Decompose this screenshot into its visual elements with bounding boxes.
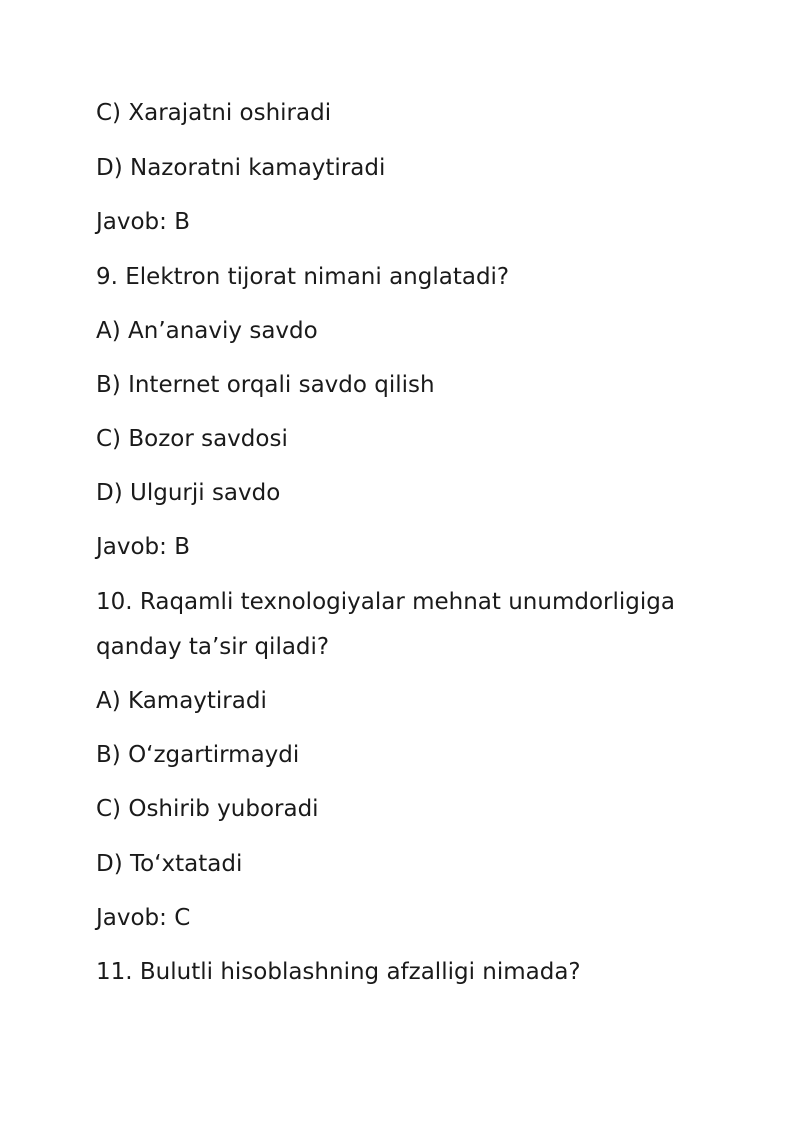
option-d: D) Nazoratni kamaytiradi — [96, 155, 386, 181]
answer-line: Javob: B — [96, 209, 190, 235]
question-10-line-1: 10. Raqamli texnologiyalar mehnat unumdorligiga — [96, 589, 675, 615]
option-d: D) To‘xtatadi — [96, 851, 243, 877]
option-b: B) Internet orqali savdo qilish — [96, 372, 435, 398]
option-c: C) Oshirib yuboradi — [96, 796, 319, 822]
option-c: C) Bozor savdosi — [96, 426, 288, 452]
question-10-line-2: qanday ta’sir qiladi? — [96, 634, 330, 660]
option-a: A) An’anaviy savdo — [96, 318, 318, 344]
option-b: B) O‘zgartirmaydi — [96, 742, 300, 768]
option-d: D) Ulgurji savdo — [96, 480, 281, 506]
option-c: C) Xarajatni oshiradi — [96, 100, 332, 126]
answer-line: Javob: C — [96, 905, 191, 931]
question-9: 9. Elektron tijorat nimani anglatadi? — [96, 264, 510, 290]
option-a: A) Kamaytiradi — [96, 688, 267, 714]
question-11: 11. Bulutli hisoblashning afzalligi nimada? — [96, 959, 581, 985]
answer-line: Javob: B — [96, 534, 190, 560]
